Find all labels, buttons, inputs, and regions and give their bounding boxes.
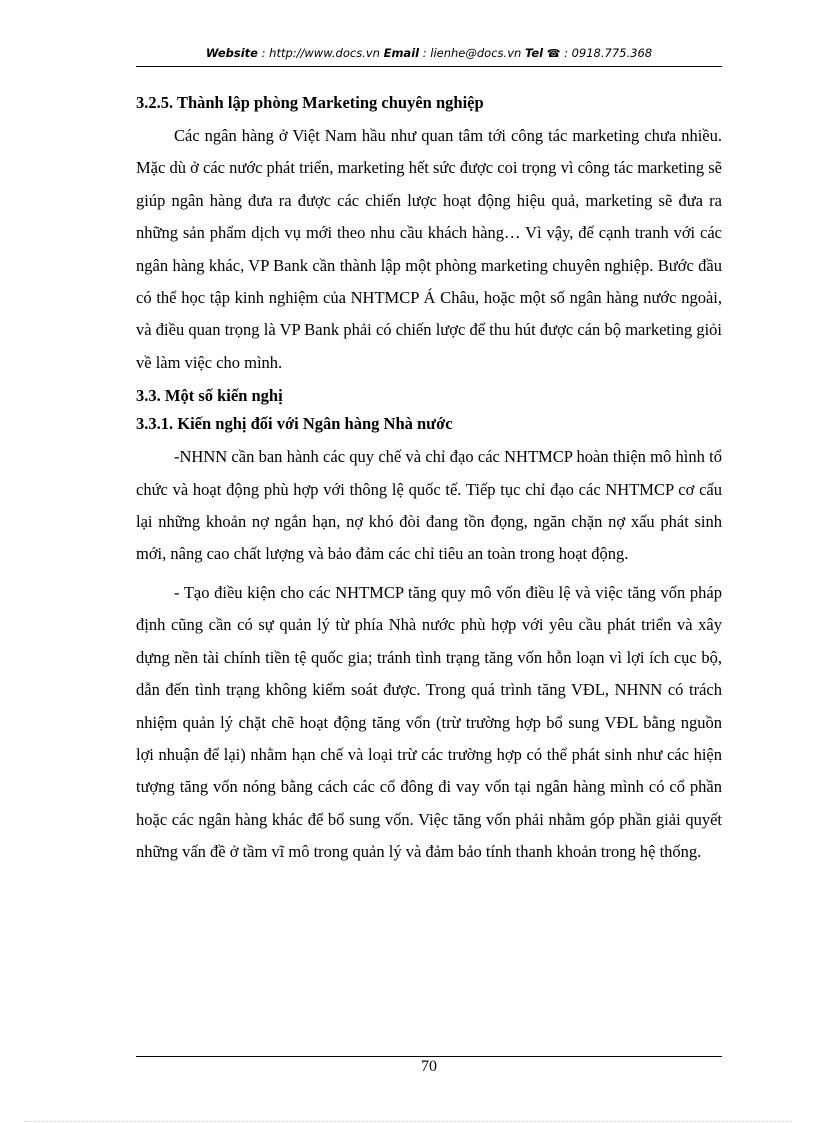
footer-divider [136, 1056, 722, 1057]
website-label: Website [205, 46, 258, 60]
section-heading-3-2-5: 3.2.5. Thành lập phòng Marketing chuyên nghiệp [136, 93, 484, 112]
paragraph-marketing: Các ngân hàng ở Việt Nam hầu như quan tâm tới công tác marketing chưa nhiều. Mặc dù ở các nước phát triển, marketing hết sức được coi trọng vì công tác marketing sẽ giúp ngân hàng đưa ra được các chiến lược hoạt động hiệu quả, marketing sẽ đưa ra những sản phẩm dịch vụ mới theo nhu cầu khách hàng… Vì vậy, để cạnh tranh với các ngân hàng khác, VP Bank cần thành lập một phòng marketing chuyên nghiệp. Bước đầu có thể học tập kinh nghiệm của NHTMCP Á Châu, hoặc một số ngân hàng nước ngoài, và điều quan trọng là VP Bank phải có chiến lược để thu hút được cán bộ marketing giỏi về làm việc cho mình. [136, 126, 722, 372]
header-divider [136, 66, 722, 67]
email-link[interactable]: : lienhe@docs.vn [422, 46, 522, 60]
page-header [136, 46, 722, 60]
section-heading-3-3-1: 3.3.1. Kiến nghị đối với Ngân hàng Nhà nước [136, 414, 453, 434]
section-heading-3-3: 3.3. Một số kiến nghị [136, 386, 283, 406]
page-number: 70 [421, 1058, 437, 1075]
paragraph-nhnn-regulation: -NHNN cần ban hành các quy chế và chỉ đạo các NHTMCP hoàn thiện mô hình tổ chức và hoạt động phù hợp với thông lệ quốc tế. Tiếp tục chỉ đạo các NHTMCP cơ cấu lại những khoản nợ ngắn hạn, nợ khó đòi đang tồn đọng, ngăn chặn nợ xấu phát sinh mới, nâng cao chất lượng và bảo đảm các chỉ tiêu an toàn trong hoạt động. [136, 447, 722, 564]
document-body [136, 92, 722, 869]
email-label: Email [383, 46, 420, 60]
paragraph-capital-increase: - Tạo điều kiện cho các NHTMCP tăng quy mô vốn điều lệ và việc tăng vốn pháp định cũng cần có sự quản lý từ phía Nhà nước phù hợp với yêu cầu phát triển và xây dựng nền tài chính tiền tệ quốc gia; tránh tình trạng tăng vốn hỗn loạn vì lợi ích cục bộ, dẫn đến tình trạng không kiểm soát được. Trong quá trình tăng VĐL, NHNN có trách nhiệm quản lý chặt chẽ hoạt động tăng vốn (trừ trường hợp bổ sung VĐL bằng nguồn lợi nhuận để lại) nhằm hạn chế và loại trừ các trường hợp có thể phát sinh như các hiện tượng tăng vốn nóng bằng cách các cổ đông đi vay vốn tại ngân hàng mình có cổ phần hoặc các ngân hàng khác để bổ sung vốn. Việc tăng vốn phải nhằm góp phần giải quyết những vấn đề ở tầm vĩ mô trong quản lý và đảm bảo tính thanh khoản trong hệ thống. [136, 582, 722, 862]
tel-label: Tel [524, 46, 544, 60]
page-edge-divider [24, 1121, 792, 1122]
website-link[interactable]: : http://www.docs.vn [261, 46, 380, 60]
tel-value: : 0918.775.368 [564, 46, 653, 60]
phone-icon: ☎ [546, 47, 561, 60]
